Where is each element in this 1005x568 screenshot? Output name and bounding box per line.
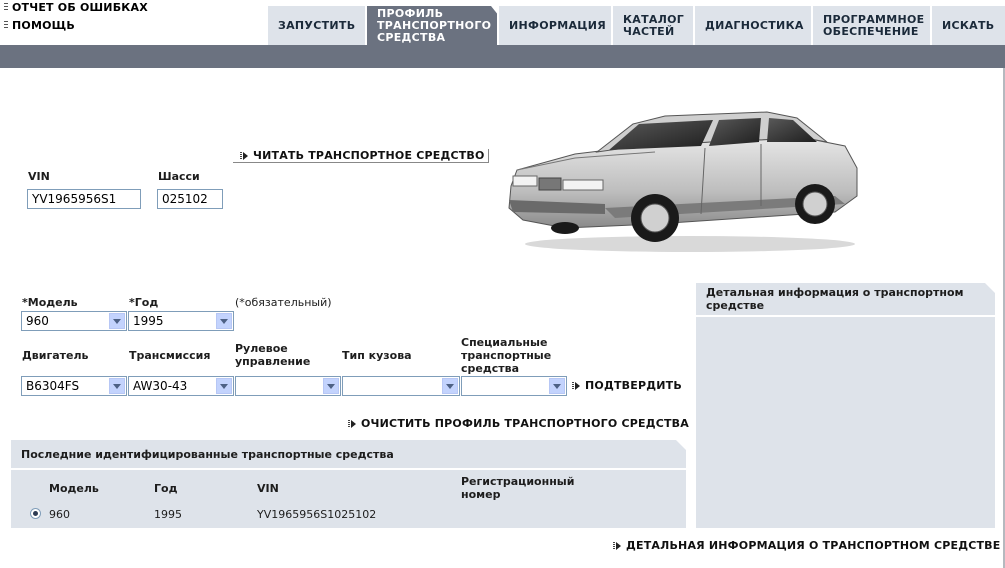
radio-dot-icon xyxy=(33,511,38,516)
model-select[interactable] xyxy=(21,311,127,331)
tab-band xyxy=(0,45,1005,68)
clear-profile-label: ОЧИСТИТЬ ПРОФИЛЬ ТРАНСПОРТНОГО СРЕДСТВА xyxy=(361,417,689,430)
col-registration: Регистрационный номер xyxy=(461,475,575,501)
col-vin: VIN xyxy=(257,482,279,495)
chevron-down-icon[interactable] xyxy=(216,313,232,329)
col-year: Год xyxy=(154,482,178,495)
chevron-down-icon[interactable] xyxy=(549,378,565,394)
read-vehicle-label: ЧИТАТЬ ТРАНСПОРТНОЕ СРЕДСТВО xyxy=(253,149,485,162)
recent-vehicles-header xyxy=(11,440,686,468)
vehicle-detail-link[interactable] xyxy=(612,539,1001,552)
tab-label: ИСКАТЬ xyxy=(942,18,995,32)
error-report-label: ОТЧЕТ ОБ ОШИБКАХ xyxy=(12,1,148,14)
special-vehicles-label: Специальные транспортные средства xyxy=(461,336,552,375)
tab-label: КАТАЛОГ ЧАСТЕЙ xyxy=(623,12,685,38)
read-vehicle-button[interactable] xyxy=(233,149,489,163)
body-type-label: Тип кузова xyxy=(342,349,412,362)
table-row[interactable] xyxy=(11,506,686,522)
engine-select[interactable] xyxy=(21,376,127,396)
recent-vehicles-table xyxy=(11,470,686,528)
panel-corner xyxy=(676,440,686,450)
engine-value: B6304FS xyxy=(26,379,80,393)
error-report-link[interactable] xyxy=(4,1,148,14)
vehicle-image xyxy=(505,108,860,256)
help-link[interactable] xyxy=(4,19,75,32)
vehicle-detail-title: Детальная информация о транспортном средстве xyxy=(706,286,964,312)
vin-input[interactable]: YV1965956S1 xyxy=(27,189,141,209)
row-model: 960 xyxy=(49,508,70,521)
model-label: *Модель xyxy=(22,296,78,309)
tab-information[interactable] xyxy=(499,6,613,45)
row-vin: YV1965956S1025102 xyxy=(257,508,377,521)
chassis-label: Шасси xyxy=(158,170,200,183)
vin-label: VIN xyxy=(28,170,50,183)
body-type-select[interactable] xyxy=(342,376,460,396)
chassis-input[interactable]: 025102 xyxy=(157,189,223,209)
confirm-label: ПОДТВЕРДИТЬ xyxy=(585,379,682,392)
arrow-icon xyxy=(351,420,356,428)
tab-corner xyxy=(491,6,499,16)
grip-icon xyxy=(4,3,8,12)
tab-search[interactable] xyxy=(932,6,1005,45)
chevron-down-icon[interactable] xyxy=(216,378,232,394)
tab-label: ЗАПУСТИТЬ xyxy=(278,18,356,32)
vehicle-detail-link-label: ДЕТАЛЬНАЯ ИНФОРМАЦИЯ О ТРАНСПОРТНОМ СРЕДСТВЕ xyxy=(626,539,1001,552)
year-value: 1995 xyxy=(133,314,164,328)
steering-label: Рулевое управление xyxy=(235,342,311,368)
panel-divider xyxy=(696,315,995,317)
vehicle-detail-panel xyxy=(696,283,995,528)
transmission-label: Трансмиссия xyxy=(129,349,211,362)
tab-label: ПРОГРАММНОЕ ОБЕСПЕЧЕНИЕ xyxy=(823,12,925,38)
steering-select[interactable] xyxy=(235,376,341,396)
chevron-down-icon[interactable] xyxy=(109,378,125,394)
arrow-icon xyxy=(616,542,621,550)
row-year: 1995 xyxy=(154,508,182,521)
chevron-down-icon[interactable] xyxy=(109,313,125,329)
chevron-down-icon[interactable] xyxy=(442,378,458,394)
confirm-button[interactable] xyxy=(571,379,682,392)
tab-label: ДИАГНОСТИКА xyxy=(705,18,804,32)
clear-profile-button[interactable] xyxy=(347,417,689,430)
col-model: Модель xyxy=(49,482,99,495)
year-label: *Год xyxy=(129,296,159,309)
tab-vehicle-profile[interactable] xyxy=(367,6,499,45)
engine-label: Двигатель xyxy=(22,349,89,362)
grip-icon xyxy=(4,21,8,30)
tab-diagnostics[interactable] xyxy=(695,6,813,45)
recent-vehicles-title: Последние идентифицированные транспортные средства xyxy=(21,448,394,461)
help-label: ПОМОЩЬ xyxy=(12,19,76,32)
transmission-select[interactable] xyxy=(128,376,234,396)
tab-parts-catalog[interactable] xyxy=(613,6,695,45)
arrow-icon xyxy=(575,382,580,390)
transmission-value: AW30-43 xyxy=(133,379,188,393)
panel-corner xyxy=(985,283,995,293)
year-select[interactable] xyxy=(128,311,234,331)
tab-start[interactable] xyxy=(268,6,367,45)
arrow-icon xyxy=(243,152,248,160)
model-value: 960 xyxy=(26,314,49,328)
row-radio[interactable] xyxy=(30,508,41,519)
special-vehicles-select[interactable] xyxy=(461,376,567,396)
tab-label: ПРОФИЛЬ ТРАНСПОРТНОГО СРЕДСТВА xyxy=(377,7,492,44)
chevron-down-icon[interactable] xyxy=(323,378,339,394)
tab-label: ИНФОРМАЦИЯ xyxy=(509,18,607,32)
required-note: (*обязательный) xyxy=(235,296,332,309)
tab-software[interactable] xyxy=(813,6,932,45)
